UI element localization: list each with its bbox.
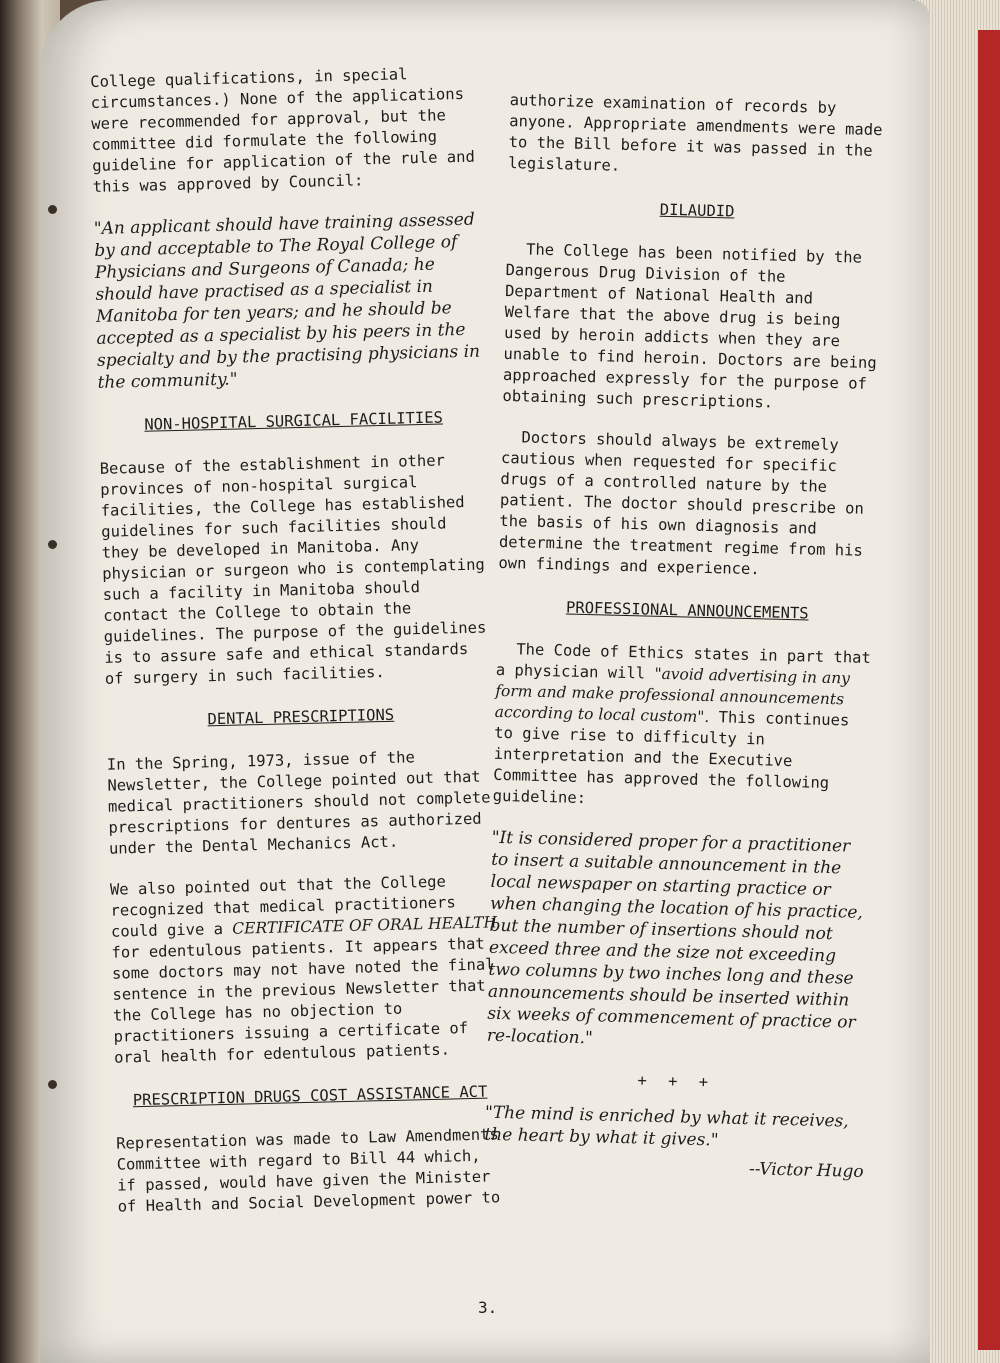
quote-applicant-guideline: "An applicant should have training assessed by and acceptable to The Royal College of Physicians and Surgeons of Canada; he should have practised as a specialist in Manitoba for ten years; and he should be accepted as a specialist by his peers in the specialty and by the practising physicians in the community." [93,209,481,393]
quote-announcement-guideline: "It is considered proper for a practitioner to insert a suitable announcement in the local newspaper on starting practice or when changing the location of his practice, but the number of insertions should not exceed three and the size not exceeding two columns by two inches long and these announcements should be inserted within six weeks of commencement of practice or re-location." [486,827,864,1049]
certificate-oral-health-text: CERTIFICATE OF ORAL HEALTH [232,913,498,938]
left-column [90,62,508,1237]
paragraph-dental-2-part-a: We also pointed out that the College recognized that medical practitioners could give a [109,872,456,941]
paragraph-announcements [492,639,876,816]
announcements-part-a: The Code of Ethics states in part that a physician will [495,640,872,683]
right-column [484,90,890,1183]
announcements-code-quote: "avoid advertising in any form and make professional announcements according to local custom". [494,664,851,727]
quote-attribution: --Victor Hugo [748,1159,864,1182]
paragraph-dental-2-part-b: for edentulous patients. It appears that some doctors may not have noted the final sentence in the previous Newsletter that the College has no objection to practitioners issuing a certificate of oral health for edentulous patients. [111,934,495,1067]
paragraph-dilaudid-1: The College has been notified by the Dangerous Drug Division of the Department of National Health and Welfare that the above drug is being used by heroin addicts when they are unable to find heroin. Doctors are being approached expressly for the purpose of obtaining such prescriptions. [502,240,877,412]
heading-professional-announcements: PROFESSIONAL ANNOUNCEMENTS [565,598,809,623]
paragraph-prescription-drugs: Representation was made to Law Amendments Committee with regard to Bill 44 which, if passed, would have given the Minister of Health and Social Development power to [115,1125,501,1216]
paragraph-college-qualifications: College qualifications, in special circumstances.) None of the applications were recommended for approval, but the committee did formulate the following guideline for application of the rule and this was approved by Council: [90,65,476,196]
paragraph-dilaudid-2: Doctors should always be extremely cautious when requested for specific drugs of a controlled nature by the patient. The doctor should prescribe on the basis of his own diagnosis and determine the treatment regime from his own findings and experience. [498,428,865,579]
binding-hole [48,205,57,214]
paragraph-bill-continuation: authorize examination of records by anyone. Appropriate amendments were made to the Bill before it was passed in the legislature. [507,90,883,175]
binding-hole [48,1080,57,1089]
heading-non-hospital-surgical: NON-HOSPITAL SURGICAL FACILITIES [144,408,444,434]
section-separator: + + + [637,1071,715,1092]
announcements-part-b: This continues to give rise to difficulty in interpretation and the Executive Committee has approved the following guideline: [492,708,850,808]
page-number: 3. [478,1298,498,1317]
paragraph-non-hospital-surgical: Because of the establishment in other provinces of non-hospital surgical facilities, the College has established guidelines for such facilities should they be developed in Manitoba. Any physician or surgeon who is contemplating such a facility in Manitoba should contact the College to obtain the guidelines. The purpose of the guidelines is to assure safe and ethical standards of surgery in such facilities. [99,451,487,688]
heading-dental-prescriptions: DENTAL PRESCRIPTIONS [207,705,395,729]
book-cover-edge [978,30,1000,1350]
heading-dilaudid: DILAUDID [659,200,735,221]
heading-prescription-drugs-act: PRESCRIPTION DRUGS COST ASSISTANCE ACT [132,1082,488,1110]
closing-quote: "The mind is enriched by what it receives, the heart by what it gives." [484,1102,849,1151]
paragraph-dental-1: In the Spring, 1973, issue of the Newsletter, the College pointed out that medical practitioners should not complete prescriptions for dentures as authorized under the Dental Mechanics Act. [106,748,491,858]
binding-hole [48,540,57,549]
paragraph-dental-2 [110,870,505,1068]
